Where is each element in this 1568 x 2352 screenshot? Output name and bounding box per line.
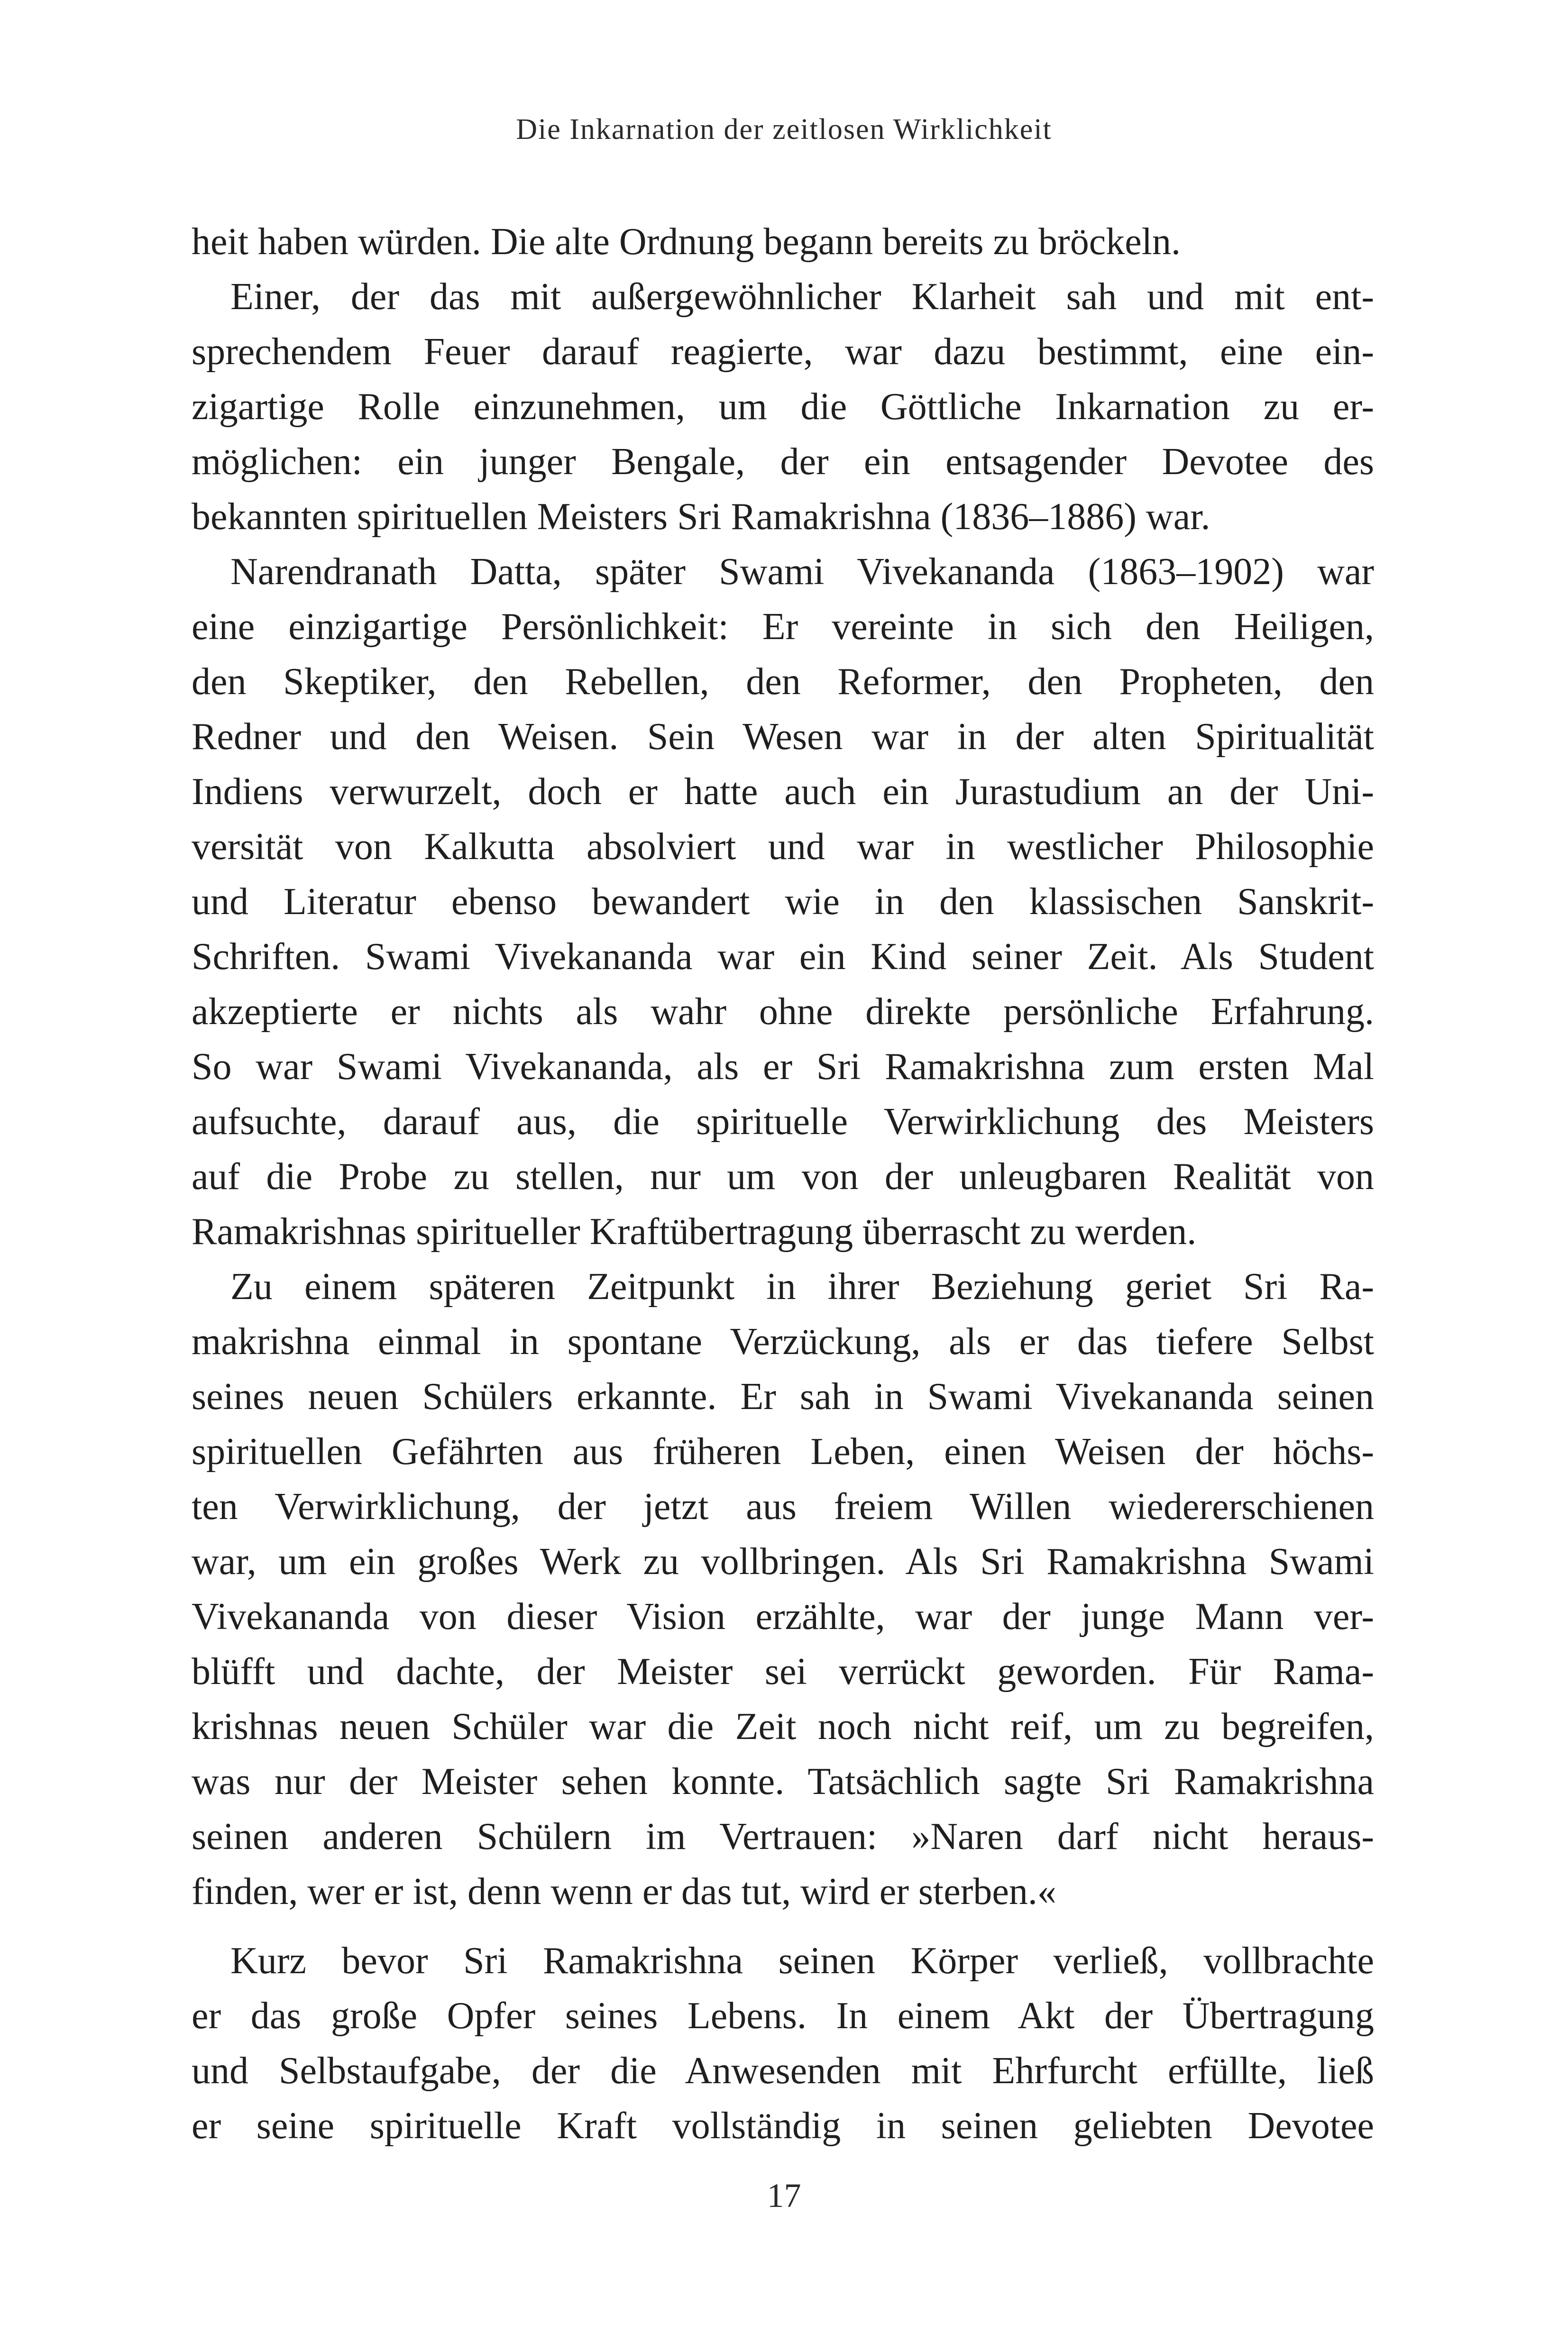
- text-line: Narendranath Datta, später Swami Vivekananda (1863–1902) war: [230, 551, 1374, 593]
- text-line: er das große Opfer seines Lebens. In einem Akt der Übertragung: [192, 1995, 1374, 2037]
- text-line: Einer, der das mit außergewöhnlicher Klarheit sah und mit ent-: [230, 276, 1374, 318]
- text-line: möglichen: ein junger Bengale, der ein entsagender Devotee des: [192, 441, 1374, 483]
- paragraph: [192, 269, 1374, 544]
- text-line: krishnas neuen Schüler war die Zeit noch nicht reif, um zu begreifen,: [192, 1706, 1374, 1748]
- text-line: versität von Kalkutta absolviert und war in westlicher Philosophie: [192, 826, 1374, 868]
- text-line: Vivekananda von dieser Vision erzählte, war der junge Mann ver-: [192, 1596, 1374, 1638]
- text-line: aufsuchte, darauf aus, die spirituelle Verwirklichung des Meisters: [192, 1101, 1374, 1143]
- paragraph: [192, 214, 1374, 269]
- body-text: [192, 214, 1374, 2153]
- text-line: seines neuen Schülers erkannte. Er sah in Swami Vivekananda seinen: [192, 1376, 1374, 1418]
- text-line: auf die Probe zu stellen, nur um von der unleugbaren Realität von: [192, 1156, 1374, 1198]
- text-line: blüfft und dachte, der Meister sei verrückt geworden. Für Rama-: [192, 1651, 1374, 1693]
- paragraph: [192, 544, 1374, 1259]
- text-line: den Skeptiker, den Rebellen, den Reformer, den Propheten, den: [192, 661, 1374, 703]
- text-line: Ramakrishnas spiritueller Kraftübertragung überrascht zu werden.: [192, 1211, 1197, 1253]
- text-line: Schriften. Swami Vivekananda war ein Kind seiner Zeit. Als Student: [192, 936, 1374, 978]
- text-line: spirituellen Gefährten aus früheren Leben, einen Weisen der höchs-: [192, 1431, 1374, 1473]
- text-line: zigartige Rolle einzunehmen, um die Göttliche Inkarnation zu er-: [192, 386, 1374, 428]
- text-line: was nur der Meister sehen konnte. Tatsächlich sagte Sri Ramakrishna: [192, 1761, 1374, 1803]
- text-line: finden, wer er ist, denn wenn er das tut, wird er sterben.«: [192, 1871, 1056, 1913]
- text-line: So war Swami Vivekananda, als er Sri Ramakrishna zum ersten Mal: [192, 1046, 1374, 1088]
- paragraph: [192, 1259, 1374, 1919]
- text-line: Redner und den Weisen. Sein Wesen war in der alten Spiritualität: [192, 716, 1374, 758]
- paragraph: [192, 1933, 1374, 2153]
- text-line: eine einzigartige Persönlichkeit: Er vereinte in sich den Heiligen,: [192, 606, 1374, 648]
- text-line: akzeptierte er nichts als wahr ohne direkte persönliche Erfahrung.: [192, 991, 1374, 1033]
- text-line: makrishna einmal in spontane Verzückung, als er das tiefere Selbst: [192, 1321, 1374, 1363]
- text-line: Zu einem späteren Zeitpunkt in ihrer Beziehung geriet Sri Ra-: [230, 1266, 1374, 1308]
- text-line: er seine spirituelle Kraft vollständig in seinen geliebten Devotee: [192, 2105, 1374, 2147]
- text-line: ten Verwirklichung, der jetzt aus freiem Willen wiedererschienen: [192, 1486, 1374, 1528]
- running-head: Die Inkarnation der zeitlosen Wirklichkeit: [516, 113, 1052, 146]
- text-line: heit haben würden. Die alte Ordnung begann bereits zu bröckeln.: [192, 221, 1181, 263]
- text-line: und Literatur ebenso bewandert wie in den klassischen Sanskrit-: [192, 881, 1374, 923]
- text-line: sprechendem Feuer darauf reagierte, war dazu bestimmt, eine ein-: [192, 331, 1374, 373]
- page-number: 17: [767, 2177, 801, 2215]
- text-line: seinen anderen Schülern im Vertrauen: »Naren darf nicht heraus-: [192, 1816, 1374, 1858]
- text-line: war, um ein großes Werk zu vollbringen. Als Sri Ramakrishna Swami: [192, 1541, 1374, 1583]
- text-line: und Selbstaufgabe, der die Anwesenden mit Ehrfurcht erfüllte, ließ: [192, 2050, 1374, 2092]
- text-line: bekannten spirituellen Meisters Sri Ramakrishna (1836–1886) war.: [192, 496, 1210, 538]
- text-line: Kurz bevor Sri Ramakrishna seinen Körper verließ, vollbrachte: [230, 1940, 1374, 1982]
- text-line: Indiens verwurzelt, doch er hatte auch ein Jurastudium an der Uni-: [192, 771, 1374, 813]
